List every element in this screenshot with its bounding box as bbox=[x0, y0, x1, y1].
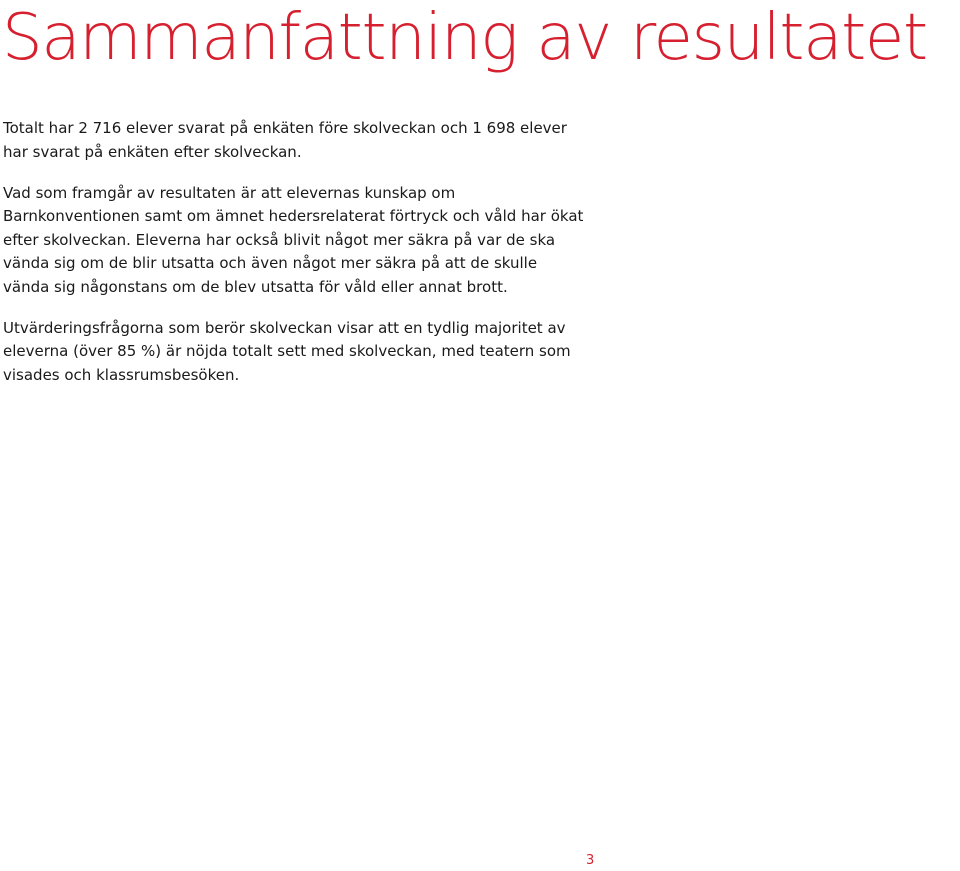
paragraph-results: Vad som framgår av resultaten är att elevernas kunskap om Barnkonventionen samt om ämnet hedersrelaterat förtryck och våld har ökat efter skolveckan. Eleverna har också blivit något mer säkra på var de ska vända sig om de blir utsatta och även något mer säkra på att de skulle vända sig någonstans om de blev utsatta för våld eller annat brott. bbox=[3, 183, 584, 296]
page-title: Sammanfattning av resultatet bbox=[2, 1, 927, 75]
page-number: 3 bbox=[586, 853, 595, 868]
paragraph-evaluation: Utvärderingsfrågorna som berör skolveckan visar att en tydlig majoritet av eleverna (över 85 %) är nöjda totalt sett med skolveckan, med teatern som visades och klassrumsbesöken. bbox=[3, 318, 571, 384]
paragraph-respondents: Totalt har 2 716 elever svarat på enkäten före skolveckan och 1 698 elever har svarat på enkäten efter skolveckan. bbox=[3, 119, 567, 161]
body-text bbox=[3, 117, 588, 405]
